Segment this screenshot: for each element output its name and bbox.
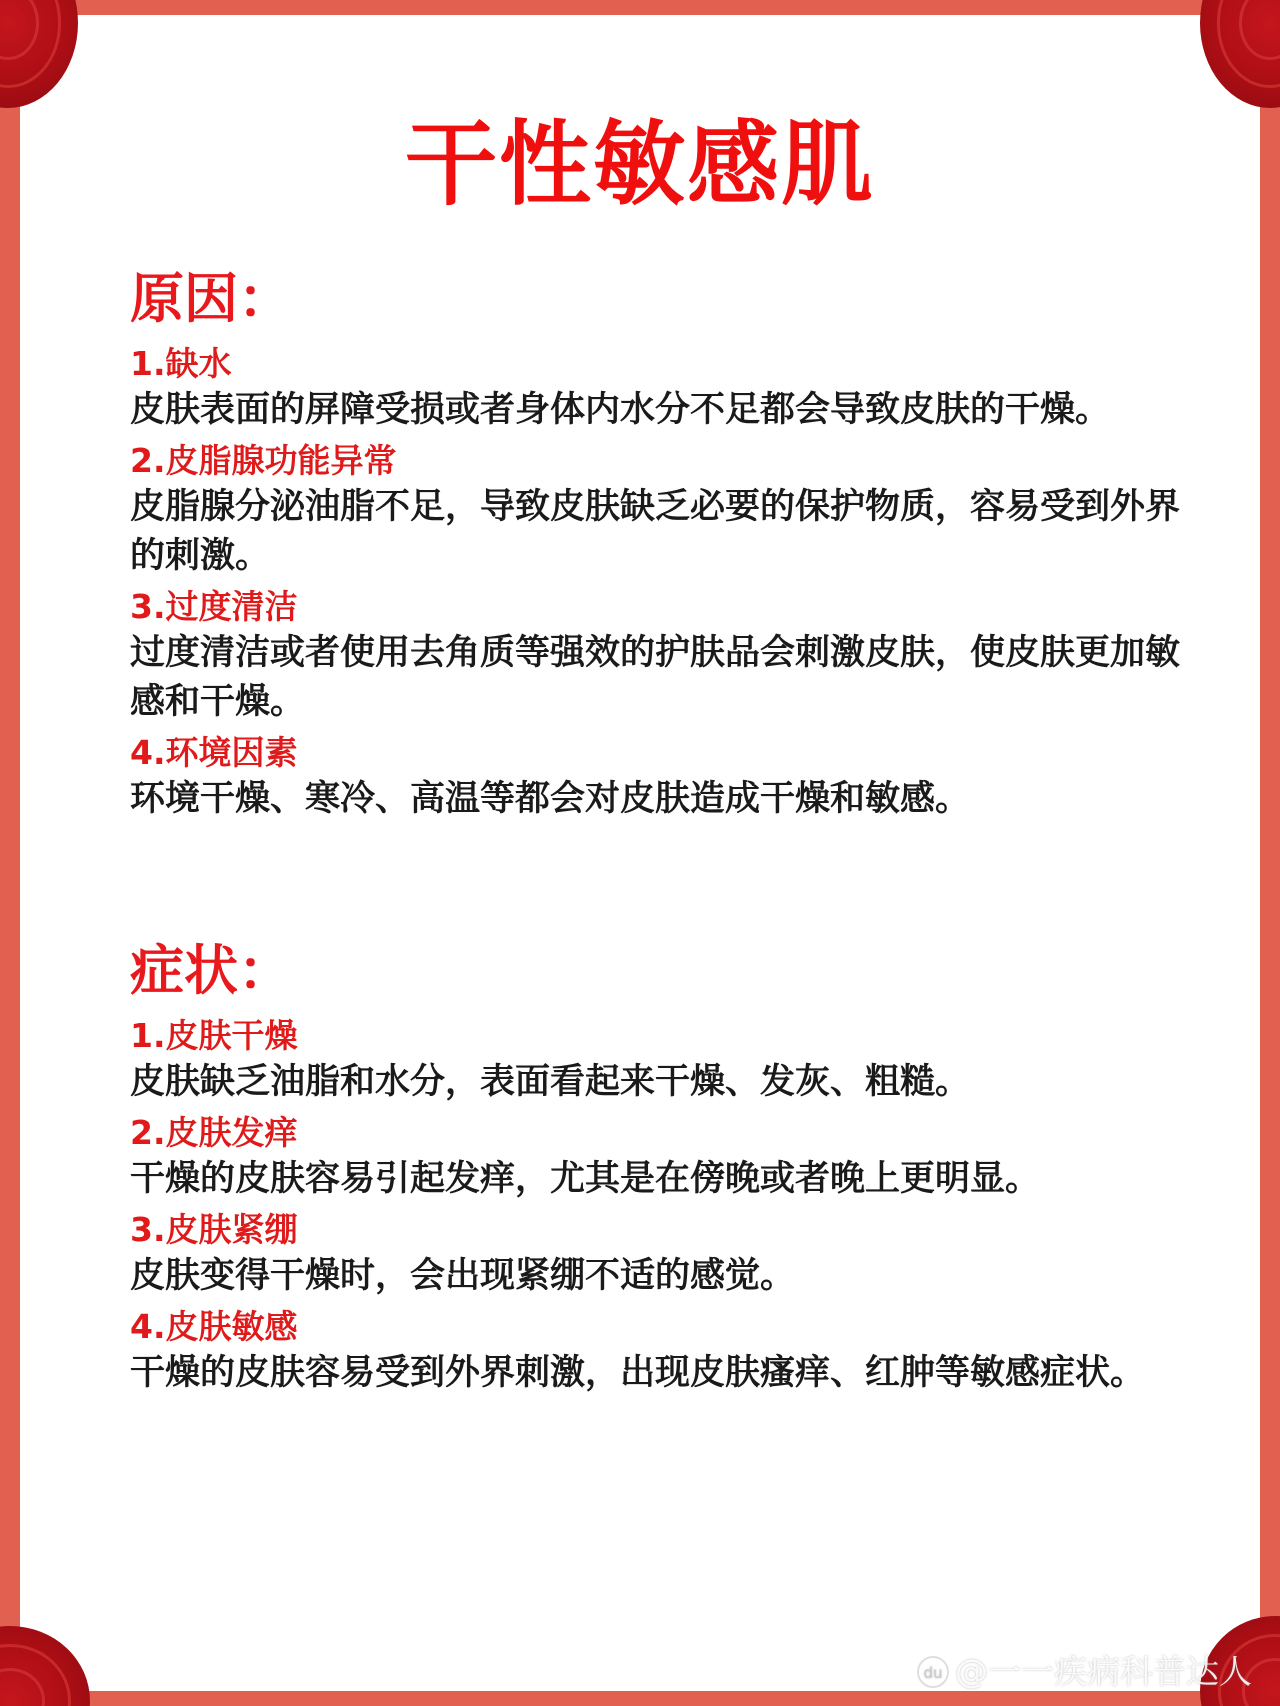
item-heading: 1.皮肤干燥	[130, 1016, 298, 1055]
item-body: 皮肤缺乏油脂和水分，表面看起来干燥、发灰、粗糙。	[130, 1062, 971, 1102]
item-heading: 3.过度清洁	[130, 587, 298, 626]
item-body: 过度清洁或者使用去角质等强效的护肤品会刺激皮肤，使皮肤更加敏感和干燥。	[130, 633, 1181, 722]
symptom-item	[130, 1208, 1205, 1301]
section-heading-symptoms: 症状：	[130, 939, 292, 1002]
symptom-item	[130, 1111, 1205, 1204]
symptom-item	[130, 1305, 1205, 1398]
item-heading: 4.皮肤敏感	[130, 1307, 298, 1346]
du-logo-icon: du	[917, 1656, 949, 1688]
author-watermark	[917, 1650, 1252, 1694]
item-heading: 2.皮肤发痒	[130, 1113, 298, 1152]
item-body: 皮脂腺分泌油脂不足，导致皮肤缺乏必要的保护物质，容易受到外界的刺激。	[130, 487, 1181, 576]
causes-section	[130, 266, 1205, 828]
symptom-item	[130, 1014, 1205, 1107]
item-heading: 1.缺水	[130, 344, 232, 383]
item-heading: 2.皮脂腺功能异常	[130, 441, 397, 480]
item-body: 干燥的皮肤容易受到外界刺激，出现皮肤瘙痒、红肿等敏感症状。	[130, 1353, 1146, 1393]
page-title: 干性敏感肌	[404, 111, 875, 218]
item-heading: 3.皮肤紧绷	[130, 1210, 298, 1249]
item-body: 环境干燥、寒冷、高温等都会对皮肤造成干燥和敏感。	[130, 779, 971, 819]
cause-item	[130, 585, 1205, 727]
item-body: 干燥的皮肤容易引起发痒，尤其是在傍晚或者晚上更明显。	[130, 1159, 1041, 1199]
cause-item	[130, 439, 1205, 581]
item-body: 皮肤表面的屏障受损或者身体内水分不足都会导致皮肤的干燥。	[130, 390, 1111, 430]
item-body: 皮肤变得干燥时，会出现紧绷不适的感觉。	[130, 1256, 796, 1296]
section-heading-causes: 原因：	[130, 267, 292, 330]
item-heading: 4.环境因素	[130, 733, 298, 772]
cause-item	[130, 731, 1205, 824]
watermark-text: @一一疾病科普达人	[955, 1652, 1252, 1691]
symptoms-section	[130, 938, 1205, 1402]
cause-item	[130, 342, 1205, 435]
